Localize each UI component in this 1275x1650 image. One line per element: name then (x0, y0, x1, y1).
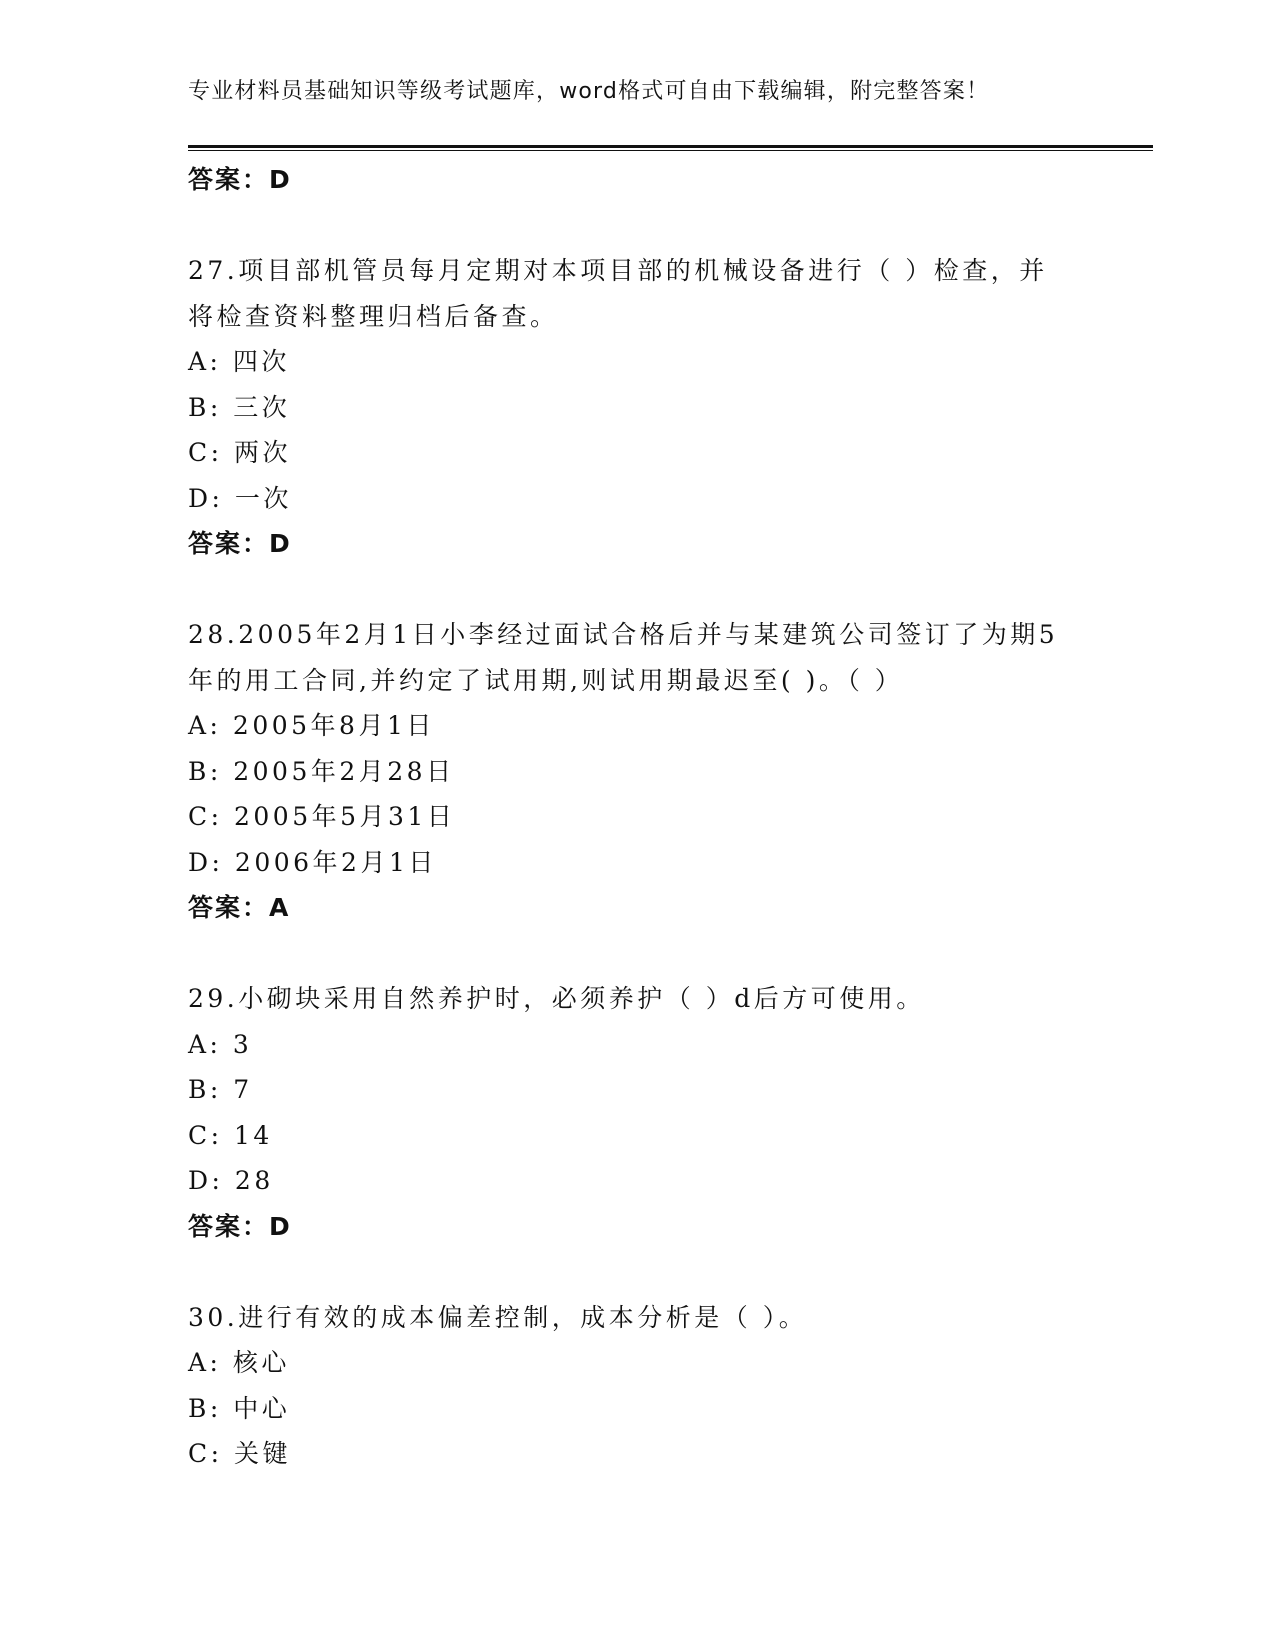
option-d: D: 2006年2月1日 (188, 847, 437, 877)
option-c: C: 14 (188, 1120, 273, 1150)
question-text: 27.项目部机管员每月定期对本项目部的机械设备进行（ ）检查，并 (188, 256, 1048, 285)
option-c: C: 关键 (188, 1439, 291, 1468)
page-header: 专业材料员基础知识等级考试题库，word格式可自由下载编辑，附完整答案！ (188, 79, 990, 104)
question-text: 29.小砌块采用自然养护时，必须养护（ ）d后方可使用。 (188, 984, 925, 1013)
answer-line: 答案：D (188, 165, 292, 194)
question-30 (188, 1295, 1088, 1477)
option-d: D: 一次 (188, 483, 292, 513)
option-c: C: 2005年5月31日 (188, 802, 456, 831)
option-a: A: 核心 (188, 1348, 290, 1377)
header-rule-thin (188, 150, 1153, 151)
option-b: B: 7 (188, 1075, 253, 1104)
question-27 (188, 248, 1088, 567)
option-b: B: 中心 (188, 1393, 291, 1423)
question-28 (188, 612, 1088, 931)
question-content (188, 157, 1088, 1477)
answer-line: 答案：D (188, 529, 292, 558)
option-a: A: 四次 (188, 347, 290, 376)
option-c: C: 两次 (188, 438, 291, 467)
option-d: D: 28 (188, 1166, 274, 1195)
answer-line: 答案：A (188, 893, 291, 922)
option-a: A: 2005年8月1日 (188, 711, 435, 740)
option-b: B: 2005年2月28日 (188, 756, 455, 786)
question-29 (188, 976, 1088, 1249)
option-a: A: 3 (188, 1029, 253, 1059)
question-text: 30.进行有效的成本偏差控制，成本分析是（ ）。 (188, 1302, 808, 1332)
question-text: 年的用工合同,并约定了试用期,则试用期最迟至( )。（ ） (188, 665, 904, 695)
question-text: 28.2005年2月1日小李经过面试合格后并与某建筑公司签订了为期5 (188, 620, 1059, 649)
header-rule-thick (188, 145, 1153, 148)
answer-line: 答案：D (188, 1211, 292, 1241)
question-text: 将检查资料整理归档后备查。 (188, 301, 559, 331)
option-b: B: 三次 (188, 392, 291, 422)
